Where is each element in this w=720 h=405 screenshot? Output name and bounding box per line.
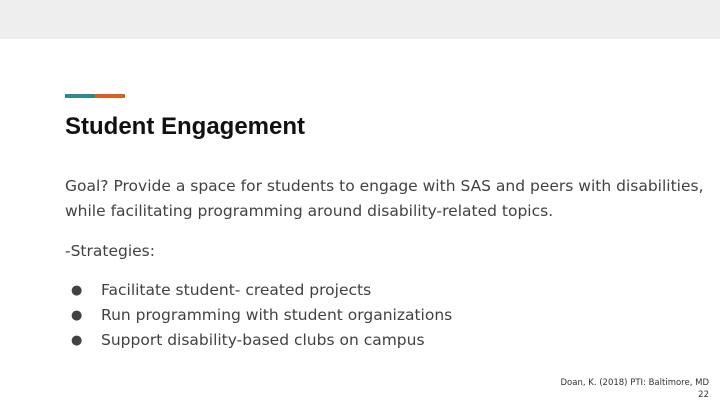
bullet-icon: ● xyxy=(71,283,83,298)
accent-segment-teal xyxy=(65,94,95,98)
list-item-text: Facilitate student- created projects xyxy=(101,281,372,299)
list-item xyxy=(65,278,705,303)
page-number: 22 xyxy=(698,390,709,400)
goal-paragraph: Goal? Provide a space for students to engage with SAS and peers with disabilities, while facilitating programming around disability-related topics. xyxy=(65,177,704,220)
accent-segment-orange xyxy=(95,94,125,98)
top-band xyxy=(0,0,720,39)
bullet-icon: ● xyxy=(71,308,83,323)
slide-body xyxy=(65,174,705,353)
slide-title: Student Engagement xyxy=(65,113,306,140)
strategy-list xyxy=(65,278,705,353)
list-item-text: Support disability-based clubs on campus xyxy=(101,331,425,349)
list-item-text: Run programming with student organizations xyxy=(101,306,453,324)
strategies-label: -Strategies: xyxy=(65,242,155,260)
title-accent-bar xyxy=(65,94,125,98)
citation: Doan, K. (2018) PTI: Baltimore, MD xyxy=(560,378,709,388)
bullet-icon: ● xyxy=(71,333,83,348)
list-item xyxy=(65,328,705,353)
list-item xyxy=(65,303,705,328)
